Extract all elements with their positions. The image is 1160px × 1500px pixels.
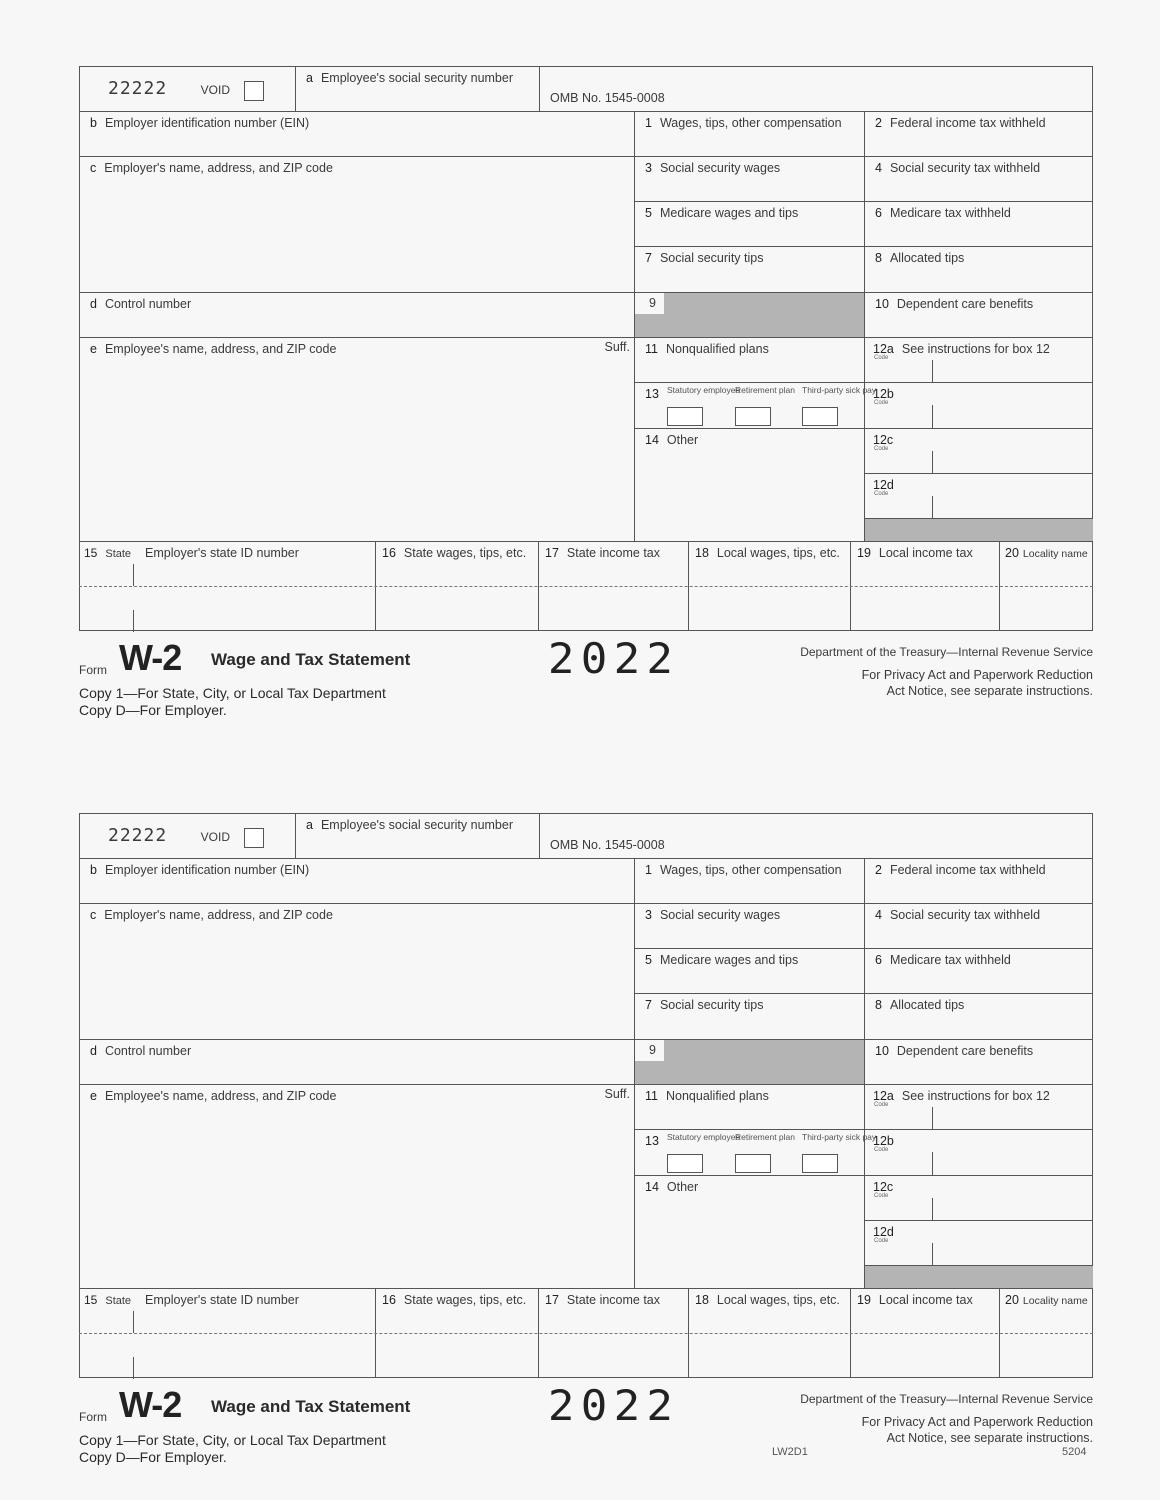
box-label: Locality name <box>1022 548 1088 560</box>
box-number: 18 <box>695 1293 709 1307</box>
box-label: Medicare wages and tips <box>659 206 799 220</box>
box-6[interactable] <box>864 201 1093 246</box>
box-number: 17 <box>545 1293 559 1307</box>
state-divider <box>133 610 134 632</box>
box-10[interactable] <box>864 1039 1093 1084</box>
box-label: Employee's name, address, and ZIP code <box>104 1089 337 1103</box>
box-number: 12d <box>873 478 894 492</box>
statutory-employee-label: Statutory employee <box>667 1132 741 1142</box>
box-4[interactable] <box>864 903 1093 948</box>
box-label: Employer identification number (EIN) <box>104 116 310 130</box>
box-label: Social security tips <box>659 998 764 1012</box>
box-number: 10 <box>875 1044 889 1058</box>
tax-year: 2022 <box>547 634 680 683</box>
third-party-sick-pay-checkbox[interactable] <box>802 1154 838 1173</box>
box-1[interactable] <box>634 111 864 156</box>
code-label: Code <box>874 491 889 497</box>
privacy-notice-line2: Act Notice, see separate instructions. <box>886 1431 1093 1445</box>
code-label: Code <box>874 1147 889 1153</box>
box-number: 7 <box>645 998 652 1012</box>
control-code: 22222 <box>108 78 168 99</box>
box-7[interactable] <box>634 246 864 292</box>
box-14[interactable] <box>634 1175 864 1288</box>
code-divider <box>932 1152 933 1176</box>
box-number: 1 <box>645 863 652 877</box>
box-label: Other <box>666 1180 699 1194</box>
box-c[interactable] <box>79 903 634 1039</box>
box-label: Social security wages <box>659 161 781 175</box>
box-13 <box>634 1129 877 1175</box>
privacy-notice-line2: Act Notice, see separate instructions. <box>886 684 1093 698</box>
box-number: 8 <box>875 998 882 1012</box>
box-12b[interactable] <box>864 1129 1093 1175</box>
box-label: Federal income tax withheld <box>889 116 1046 130</box>
box-12a[interactable] <box>864 337 1093 382</box>
box-number: 17 <box>545 546 559 560</box>
form-title: Wage and Tax Statement <box>211 650 411 669</box>
box-14[interactable] <box>634 428 864 541</box>
tax-year: 2022 <box>547 1381 680 1430</box>
box-label: Dependent care benefits <box>896 1044 1034 1058</box>
box-number: 3 <box>645 908 652 922</box>
box-7[interactable] <box>634 993 864 1039</box>
omb-box <box>539 813 1093 858</box>
omb-number: OMB No. 1545-0008 <box>550 838 665 852</box>
box-label: State wages, tips, etc. <box>403 546 527 560</box>
box-number: 12c <box>873 1180 894 1194</box>
box-9 <box>634 292 864 337</box>
box-8[interactable] <box>864 246 1093 292</box>
box-label: State wages, tips, etc. <box>403 1293 527 1307</box>
void-label: VOID <box>200 83 231 97</box>
box-label: Wages, tips, other compensation <box>659 116 842 130</box>
box-label: Social security tax withheld <box>889 161 1041 175</box>
box-number: 9 <box>635 293 664 314</box>
box-4[interactable] <box>864 156 1093 201</box>
box-number: 19 <box>857 546 871 560</box>
statutory-employee-checkbox[interactable] <box>667 1154 703 1173</box>
box-number: 7 <box>645 251 652 265</box>
box-3[interactable] <box>634 156 864 201</box>
box-label: Medicare wages and tips <box>659 953 799 967</box>
box-letter: e <box>90 342 97 356</box>
statutory-employee-label: Statutory employee <box>667 385 741 395</box>
code-divider <box>932 405 933 429</box>
box-12c[interactable] <box>864 1175 1093 1220</box>
box-12-shaded <box>864 1265 1093 1288</box>
box-number: 13 <box>645 387 659 401</box>
box-label: Nonqualified plans <box>665 342 769 356</box>
box-12b[interactable] <box>864 382 1093 428</box>
void-label: VOID <box>200 830 231 844</box>
state-divider <box>133 1357 134 1379</box>
third-party-sick-pay-label: Third-party sick pay <box>802 385 877 395</box>
box-label: Allocated tips <box>889 251 965 265</box>
box-number: 18 <box>695 546 709 560</box>
code-label: Code <box>874 446 889 452</box>
box-number: 19 <box>857 1293 871 1307</box>
control-code-box <box>79 813 295 858</box>
retirement-plan-checkbox[interactable] <box>735 1154 771 1173</box>
box-12d[interactable] <box>864 1220 1093 1265</box>
box-c[interactable] <box>79 156 634 292</box>
box-label: Employee's name, address, and ZIP code <box>104 342 337 356</box>
state-row-separator <box>79 1333 1093 1334</box>
control-code: 22222 <box>108 825 168 846</box>
box-label: Employer's state ID number <box>145 546 299 560</box>
box-number: 2 <box>875 116 882 130</box>
department-text: Department of the Treasury—Internal Revenue Service <box>800 1392 1093 1406</box>
copy-1-label: Copy 1—For State, City, or Local Tax Department <box>79 685 386 701</box>
box-number: 15 <box>84 1293 98 1307</box>
box-label: See instructions for box 12 <box>901 1089 1050 1103</box>
box-number: 11 <box>645 1089 658 1103</box>
box-number: 12a <box>873 342 894 356</box>
privacy-notice-line1: For Privacy Act and Paperwork Reduction <box>861 668 1093 682</box>
box-label: Wages, tips, other compensation <box>659 863 842 877</box>
box-letter: e <box>90 1089 97 1103</box>
box-number: 9 <box>635 1040 664 1061</box>
box-11[interactable] <box>634 337 864 382</box>
box-5[interactable] <box>634 201 864 246</box>
code-divider <box>932 451 933 474</box>
box-12-shaded <box>864 518 1093 541</box>
box-9 <box>634 1039 864 1084</box>
box-number: 12d <box>873 1225 894 1239</box>
code-label: Code <box>874 355 889 361</box>
box-number: 2 <box>875 863 882 877</box>
box-e[interactable] <box>79 337 634 541</box>
omb-number: OMB No. 1545-0008 <box>550 91 665 105</box>
box-d[interactable] <box>79 292 634 337</box>
item-number: 5204 <box>1062 1446 1087 1458</box>
box-12d[interactable] <box>864 473 1093 518</box>
box-label: Allocated tips <box>889 998 965 1012</box>
box-label: Locality name <box>1022 1295 1088 1307</box>
box-12c[interactable] <box>864 428 1093 473</box>
box-label: Employer identification number (EIN) <box>104 863 310 877</box>
box-10[interactable] <box>864 292 1093 337</box>
box-number: 12b <box>873 1134 894 1148</box>
state-divider <box>133 1311 134 1333</box>
code-divider <box>932 496 933 519</box>
box-letter: b <box>90 116 97 130</box>
box-3[interactable] <box>634 903 864 948</box>
code-label: Code <box>874 1238 889 1244</box>
box-label: Local wages, tips, etc. <box>716 546 840 560</box>
state-label: State <box>105 1295 132 1307</box>
box-label: Employer's name, address, and ZIP code <box>104 908 333 922</box>
box-1[interactable] <box>634 858 864 903</box>
suffix-label: Suff. <box>604 1087 630 1101</box>
form-title: Wage and Tax Statement <box>211 1397 411 1416</box>
code-divider <box>932 1243 933 1266</box>
third-party-sick-pay-checkbox[interactable] <box>802 407 838 426</box>
box-label: Local income tax <box>878 546 973 560</box>
retirement-plan-checkbox[interactable] <box>735 407 771 426</box>
box-6[interactable] <box>864 948 1093 993</box>
box-number: 16 <box>382 546 396 560</box>
code-label: Code <box>874 1193 889 1199</box>
code-divider <box>932 1198 933 1221</box>
box-number: 11 <box>645 342 658 356</box>
box-letter: c <box>90 908 97 922</box>
box-label: Control number <box>104 297 192 311</box>
box-label: State income tax <box>566 1293 661 1307</box>
third-party-sick-pay-label: Third-party sick pay <box>802 1132 877 1142</box>
box-label: Employer's name, address, and ZIP code <box>104 161 333 175</box>
state-row-separator <box>79 586 1093 587</box>
box-11[interactable] <box>634 1084 864 1129</box>
box-number: 20 <box>1005 1293 1019 1307</box>
code-label: Code <box>874 1102 889 1108</box>
box-letter: a <box>306 71 313 85</box>
box-label: Local wages, tips, etc. <box>716 1293 840 1307</box>
box-5[interactable] <box>634 948 864 993</box>
state-label: State <box>105 548 132 560</box>
box-13 <box>634 382 877 428</box>
box-label: Social security tax withheld <box>889 908 1041 922</box>
form-name: W-2 <box>119 637 182 678</box>
box-label: Social security wages <box>659 908 781 922</box>
box-b[interactable] <box>79 111 634 156</box>
box-number: 12a <box>873 1089 894 1103</box>
box-number: 10 <box>875 297 889 311</box>
box-number: 1 <box>645 116 652 130</box>
copy-d-label: Copy D—For Employer. <box>79 1449 227 1465</box>
statutory-employee-checkbox[interactable] <box>667 407 703 426</box>
code-divider <box>932 1107 933 1130</box>
void-checkbox[interactable] <box>244 81 264 101</box>
box-number: 14 <box>645 1180 659 1194</box>
code-label: Code <box>874 400 889 406</box>
box-label: Medicare tax withheld <box>889 953 1011 967</box>
code-divider <box>932 360 933 383</box>
form-word: Form <box>79 1410 107 1424</box>
box-label: Nonqualified plans <box>665 1089 769 1103</box>
box-number: 4 <box>875 161 882 175</box>
copy-1-label: Copy 1—For State, City, or Local Tax Department <box>79 1432 386 1448</box>
box-label: Employer's state ID number <box>145 1293 299 1307</box>
box-label: Dependent care benefits <box>896 297 1034 311</box>
box-a[interactable] <box>295 66 539 111</box>
suffix-label: Suff. <box>604 340 630 354</box>
box-number: 20 <box>1005 546 1019 560</box>
product-code: LW2D1 <box>772 1446 808 1458</box>
box-e[interactable] <box>79 1084 634 1288</box>
box-2[interactable] <box>864 111 1093 156</box>
box-a[interactable] <box>295 813 539 858</box>
box-label: Control number <box>104 1044 192 1058</box>
form-word: Form <box>79 663 107 677</box>
box-number: 12c <box>873 433 894 447</box>
box-12a[interactable] <box>864 1084 1093 1129</box>
box-number: 14 <box>645 433 659 447</box>
retirement-plan-label: Retirement plan <box>735 385 796 395</box>
box-number: 16 <box>382 1293 396 1307</box>
box-label: Social security tips <box>659 251 764 265</box>
control-code-box <box>79 66 295 111</box>
box-number: 3 <box>645 161 652 175</box>
box-label: Medicare tax withheld <box>889 206 1011 220</box>
box-label: Local income tax <box>878 1293 973 1307</box>
box-letter: b <box>90 863 97 877</box>
box-label: See instructions for box 12 <box>901 342 1050 356</box>
box-letter: c <box>90 161 97 175</box>
box-8[interactable] <box>864 993 1093 1039</box>
box-letter: a <box>306 818 313 832</box>
department-text: Department of the Treasury—Internal Revenue Service <box>800 645 1093 659</box>
box-number: 13 <box>645 1134 659 1148</box>
box-number: 15 <box>84 546 98 560</box>
box-label: Employee's social security number <box>320 71 514 85</box>
box-label: Employee's social security number <box>320 818 514 832</box>
box-label: Other <box>666 433 699 447</box>
copy-d-label: Copy D—For Employer. <box>79 702 227 718</box>
box-number: 12b <box>873 387 894 401</box>
box-number: 6 <box>875 206 882 220</box>
box-number: 8 <box>875 251 882 265</box>
box-label: Federal income tax withheld <box>889 863 1046 877</box>
box-number: 4 <box>875 908 882 922</box>
privacy-notice-line1: For Privacy Act and Paperwork Reduction <box>861 1415 1093 1429</box>
box-letter: d <box>90 297 97 311</box>
box-letter: d <box>90 1044 97 1058</box>
w2-form-top-copy <box>79 66 1093 718</box>
box-number: 5 <box>645 953 652 967</box>
box-d[interactable] <box>79 1039 634 1084</box>
retirement-plan-label: Retirement plan <box>735 1132 796 1142</box>
box-b[interactable] <box>79 858 634 903</box>
box-number: 5 <box>645 206 652 220</box>
box-label: State income tax <box>566 546 661 560</box>
state-divider <box>133 564 134 586</box>
omb-box <box>539 66 1093 111</box>
box-2[interactable] <box>864 858 1093 903</box>
void-checkbox[interactable] <box>244 828 264 848</box>
form-name: W-2 <box>119 1384 182 1425</box>
box-number: 6 <box>875 953 882 967</box>
